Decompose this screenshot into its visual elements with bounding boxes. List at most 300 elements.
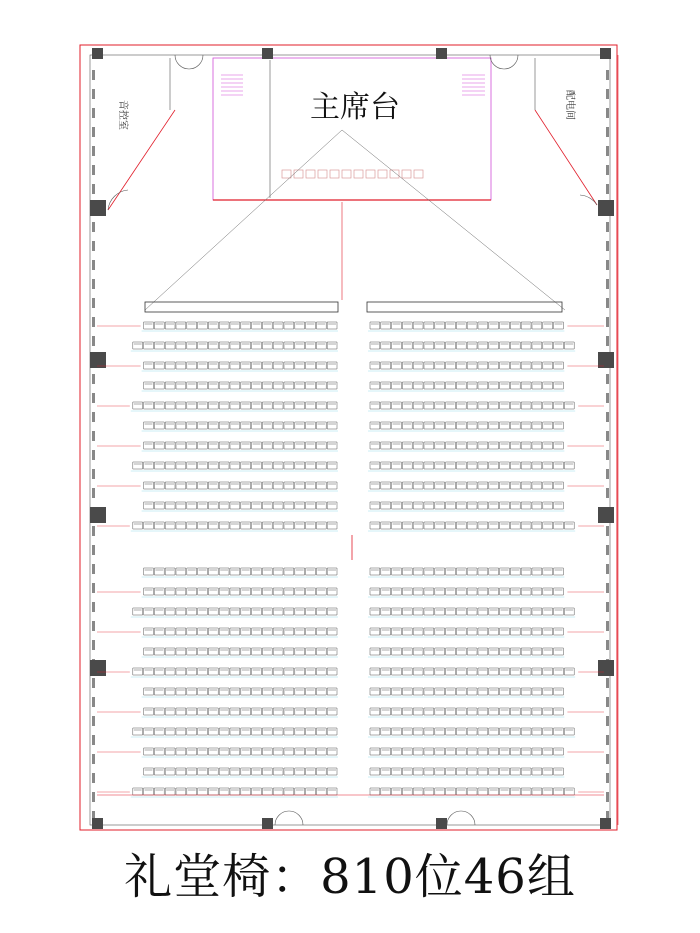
auditorium-chair	[165, 362, 175, 369]
window-tick-right	[606, 108, 609, 118]
auditorium-chair	[316, 668, 326, 675]
auditorium-chair	[154, 748, 164, 755]
auditorium-chair	[456, 502, 466, 509]
auditorium-chair	[327, 462, 337, 469]
auditorium-chair	[381, 728, 391, 735]
auditorium-chair	[402, 502, 412, 509]
auditorium-chair	[413, 462, 423, 469]
auditorium-chair	[413, 728, 423, 735]
auditorium-chair	[273, 628, 283, 635]
auditorium-chair	[144, 768, 154, 775]
auditorium-chair	[198, 668, 208, 675]
auditorium-chair	[392, 522, 402, 529]
auditorium-chair	[467, 442, 477, 449]
auditorium-chair	[252, 382, 262, 389]
auditorium-chair	[521, 382, 531, 389]
auditorium-chair	[532, 482, 542, 489]
auditorium-chair	[467, 462, 477, 469]
window-tick-right	[606, 488, 609, 498]
front-barrier-right	[367, 302, 562, 312]
auditorium-chair	[521, 342, 531, 349]
auditorium-chair	[198, 342, 208, 349]
auditorium-chair	[510, 608, 520, 615]
auditorium-chair	[219, 788, 229, 795]
auditorium-chair	[165, 608, 175, 615]
auditorium-chair	[510, 422, 520, 429]
auditorium-chair	[446, 422, 456, 429]
auditorium-chair	[532, 322, 542, 329]
auditorium-chair	[435, 768, 445, 775]
auditorium-chair	[424, 342, 434, 349]
auditorium-chair	[219, 462, 229, 469]
auditorium-chair	[510, 462, 520, 469]
auditorium-chair	[208, 748, 218, 755]
window-tick-right	[606, 165, 609, 175]
auditorium-chair	[500, 688, 510, 695]
window-tick-left	[92, 146, 95, 156]
auditorium-chair	[284, 482, 294, 489]
auditorium-chair	[187, 788, 197, 795]
structural-column	[436, 48, 447, 59]
auditorium-chair	[402, 382, 412, 389]
auditorium-chair	[165, 402, 175, 409]
right-room-door-swing	[580, 195, 597, 205]
auditorium-chair	[262, 342, 272, 349]
window-tick-right	[606, 526, 609, 536]
auditorium-chair	[392, 462, 402, 469]
window-tick-right	[606, 678, 609, 688]
auditorium-chair	[154, 648, 164, 655]
auditorium-chair	[402, 668, 412, 675]
auditorium-chair	[154, 728, 164, 735]
auditorium-chair	[284, 588, 294, 595]
auditorium-chair	[208, 648, 218, 655]
auditorium-chair	[543, 668, 553, 675]
auditorium-chair	[165, 628, 175, 635]
auditorium-chair	[413, 422, 423, 429]
auditorium-chair	[467, 708, 477, 715]
auditorium-chair	[446, 788, 456, 795]
auditorium-chair	[435, 322, 445, 329]
auditorium-chair	[435, 422, 445, 429]
auditorium-chair	[273, 462, 283, 469]
auditorium-chair	[241, 462, 251, 469]
auditorium-chair	[402, 648, 412, 655]
auditorium-chair	[154, 628, 164, 635]
auditorium-chair	[219, 708, 229, 715]
auditorium-chair	[424, 648, 434, 655]
auditorium-chair	[208, 342, 218, 349]
auditorium-chair	[543, 402, 553, 409]
auditorium-chair	[446, 482, 456, 489]
double-door-swing	[447, 811, 475, 825]
auditorium-chair	[392, 728, 402, 735]
auditorium-chair	[456, 668, 466, 675]
auditorium-chair	[478, 402, 488, 409]
auditorium-chair	[316, 748, 326, 755]
auditorium-chair	[208, 482, 218, 489]
window-tick-right	[606, 70, 609, 80]
auditorium-chair	[165, 442, 175, 449]
auditorium-chair	[154, 362, 164, 369]
auditorium-chair	[208, 362, 218, 369]
auditorium-chair	[478, 522, 488, 529]
window-tick-right	[606, 792, 609, 802]
auditorium-chair	[219, 482, 229, 489]
auditorium-chair	[241, 708, 251, 715]
auditorium-chair	[306, 402, 316, 409]
auditorium-chair	[252, 362, 262, 369]
auditorium-chair	[446, 568, 456, 575]
auditorium-chair	[500, 402, 510, 409]
auditorium-chair	[424, 628, 434, 635]
auditorium-chair	[424, 362, 434, 369]
auditorium-chair	[284, 648, 294, 655]
auditorium-chair	[208, 422, 218, 429]
auditorium-chair	[165, 322, 175, 329]
window-tick-left	[92, 374, 95, 384]
auditorium-chair	[273, 362, 283, 369]
auditorium-chair	[402, 608, 412, 615]
auditorium-chair	[187, 362, 197, 369]
auditorium-chair	[370, 708, 380, 715]
auditorium-chair	[521, 768, 531, 775]
auditorium-chair	[413, 342, 423, 349]
auditorium-chair	[500, 522, 510, 529]
auditorium-chair	[413, 588, 423, 595]
auditorium-chair	[478, 668, 488, 675]
auditorium-chair	[532, 608, 542, 615]
auditorium-chair	[284, 708, 294, 715]
auditorium-chair	[510, 708, 520, 715]
auditorium-chair	[295, 422, 305, 429]
auditorium-chair	[252, 402, 262, 409]
auditorium-chair	[510, 502, 520, 509]
auditorium-chair	[500, 668, 510, 675]
auditorium-chair	[435, 342, 445, 349]
auditorium-chair	[392, 608, 402, 615]
window-tick-right	[606, 583, 609, 593]
auditorium-chair	[327, 382, 337, 389]
auditorium-chair	[381, 522, 391, 529]
auditorium-chair	[381, 788, 391, 795]
auditorium-chair	[413, 668, 423, 675]
auditorium-chair	[306, 522, 316, 529]
auditorium-chair	[176, 442, 186, 449]
auditorium-chair	[424, 688, 434, 695]
auditorium-chair	[154, 402, 164, 409]
auditorium-chair	[500, 342, 510, 349]
auditorium-chair	[478, 608, 488, 615]
window-tick-left	[92, 222, 95, 232]
auditorium-chair	[370, 668, 380, 675]
auditorium-chair	[252, 748, 262, 755]
seating-summary-caption: 礼堂椅：810位46组	[124, 849, 576, 905]
auditorium-chair	[413, 362, 423, 369]
auditorium-chair	[295, 382, 305, 389]
auditorium-chair	[424, 748, 434, 755]
auditorium-chair	[489, 588, 499, 595]
auditorium-chair	[144, 648, 154, 655]
auditorium-chair	[230, 788, 240, 795]
auditorium-chair	[219, 342, 229, 349]
auditorium-chair	[262, 568, 272, 575]
auditorium-chair	[489, 608, 499, 615]
window-tick-left	[92, 621, 95, 631]
auditorium-chair	[456, 422, 466, 429]
auditorium-chair	[489, 462, 499, 469]
auditorium-chair	[521, 688, 531, 695]
auditorium-chair	[424, 608, 434, 615]
auditorium-chair	[446, 648, 456, 655]
auditorium-chair	[500, 442, 510, 449]
auditorium-chair	[133, 342, 143, 349]
auditorium-chair	[446, 728, 456, 735]
auditorium-chair	[327, 482, 337, 489]
auditorium-chair	[413, 402, 423, 409]
auditorium-chair	[456, 342, 466, 349]
auditorium-chair	[564, 402, 574, 409]
auditorium-chair	[543, 322, 553, 329]
auditorium-chair	[306, 628, 316, 635]
auditorium-chair	[521, 522, 531, 529]
outer-dimension-frame	[80, 45, 617, 830]
auditorium-chair	[306, 462, 316, 469]
auditorium-chair	[435, 402, 445, 409]
auditorium-chair	[219, 648, 229, 655]
auditorium-chair	[144, 502, 154, 509]
auditorium-chair	[187, 522, 197, 529]
auditorium-chair	[413, 382, 423, 389]
window-tick-left	[92, 602, 95, 612]
auditorium-chair	[510, 688, 520, 695]
auditorium-chair	[273, 708, 283, 715]
auditorium-chair	[500, 382, 510, 389]
auditorium-chair	[327, 688, 337, 695]
auditorium-chair	[165, 748, 175, 755]
auditorium-chair	[295, 502, 305, 509]
auditorium-chair	[489, 502, 499, 509]
auditorium-chair	[370, 442, 380, 449]
window-tick-left	[92, 336, 95, 346]
auditorium-chair	[413, 568, 423, 575]
window-tick-right	[606, 412, 609, 422]
auditorium-chair	[543, 588, 553, 595]
auditorium-chair	[456, 748, 466, 755]
auditorium-chair	[187, 668, 197, 675]
auditorium-chair	[198, 628, 208, 635]
auditorium-chair	[252, 462, 262, 469]
auditorium-chair	[241, 728, 251, 735]
auditorium-chair	[467, 482, 477, 489]
auditorium-chair	[262, 502, 272, 509]
auditorium-chair	[456, 482, 466, 489]
auditorium-chair	[295, 628, 305, 635]
auditorium-chair	[198, 768, 208, 775]
auditorium-chair	[306, 748, 316, 755]
auditorium-chair	[176, 322, 186, 329]
auditorium-chair	[284, 502, 294, 509]
auditorium-chair	[273, 588, 283, 595]
auditorium-chair	[370, 608, 380, 615]
auditorium-chair	[521, 788, 531, 795]
auditorium-chair	[165, 788, 175, 795]
auditorium-chair	[543, 708, 553, 715]
stage-title: 主席台	[310, 90, 400, 125]
auditorium-chair	[208, 322, 218, 329]
window-tick-left	[92, 754, 95, 764]
auditorium-chair	[435, 788, 445, 795]
auditorium-chair	[489, 668, 499, 675]
auditorium-chair	[532, 442, 542, 449]
auditorium-chair	[532, 628, 542, 635]
auditorium-chair	[144, 362, 154, 369]
window-tick-left	[92, 640, 95, 650]
auditorium-chair	[510, 748, 520, 755]
auditorium-chair	[500, 322, 510, 329]
auditorium-chair	[543, 628, 553, 635]
auditorium-chair	[273, 322, 283, 329]
auditorium-chair	[144, 748, 154, 755]
auditorium-chair	[284, 628, 294, 635]
auditorium-chair	[241, 748, 251, 755]
auditorium-chair	[154, 462, 164, 469]
auditorium-chair	[230, 522, 240, 529]
stage-chair	[294, 170, 303, 178]
auditorium-chair	[554, 628, 564, 635]
auditorium-chair	[402, 728, 412, 735]
auditorium-chair	[316, 688, 326, 695]
auditorium-chair	[295, 462, 305, 469]
auditorium-chair	[306, 322, 316, 329]
auditorium-chair	[564, 728, 574, 735]
window-tick-right	[606, 336, 609, 346]
auditorium-chair	[489, 748, 499, 755]
auditorium-chair	[500, 482, 510, 489]
auditorium-chair	[241, 688, 251, 695]
auditorium-chair	[133, 728, 143, 735]
window-tick-left	[92, 488, 95, 498]
auditorium-chair	[262, 748, 272, 755]
auditorium-chair	[435, 482, 445, 489]
auditorium-chair	[392, 688, 402, 695]
auditorium-chair	[543, 342, 553, 349]
auditorium-chair	[510, 588, 520, 595]
auditorium-chair	[187, 422, 197, 429]
auditorium-chair	[413, 522, 423, 529]
auditorium-chair	[295, 668, 305, 675]
window-tick-right	[606, 469, 609, 479]
auditorium-chair	[230, 342, 240, 349]
auditorium-chair	[510, 342, 520, 349]
auditorium-chair	[219, 688, 229, 695]
auditorium-chair	[467, 322, 477, 329]
auditorium-chair	[478, 688, 488, 695]
auditorium-chair	[478, 648, 488, 655]
auditorium-chair	[489, 482, 499, 489]
structural-column	[598, 660, 614, 676]
auditorium-chair	[381, 708, 391, 715]
auditorium-chair	[144, 608, 154, 615]
auditorium-chair	[381, 668, 391, 675]
auditorium-chair	[208, 382, 218, 389]
auditorium-chair	[273, 648, 283, 655]
auditorium-chair	[554, 588, 564, 595]
room-label-right: 配电间	[564, 90, 575, 120]
auditorium-chair	[370, 402, 380, 409]
auditorium-chair	[284, 748, 294, 755]
double-door-swing	[175, 55, 203, 69]
auditorium-chair	[284, 462, 294, 469]
structural-column	[598, 352, 614, 368]
auditorium-chair	[370, 748, 380, 755]
auditorium-chair	[446, 768, 456, 775]
auditorium-chair	[446, 688, 456, 695]
auditorium-chair	[273, 728, 283, 735]
auditorium-chair	[521, 502, 531, 509]
auditorium-chair	[456, 322, 466, 329]
auditorium-chair	[262, 402, 272, 409]
auditorium-chair	[327, 322, 337, 329]
auditorium-chair	[532, 382, 542, 389]
auditorium-chair	[435, 522, 445, 529]
auditorium-chair	[500, 568, 510, 575]
auditorium-chair	[219, 608, 229, 615]
auditorium-chair	[370, 688, 380, 695]
auditorium-chair	[435, 568, 445, 575]
auditorium-chair	[154, 342, 164, 349]
auditorium-chair	[187, 442, 197, 449]
auditorium-chair	[532, 668, 542, 675]
auditorium-chair	[402, 688, 412, 695]
auditorium-chair	[230, 362, 240, 369]
auditorium-chair	[241, 422, 251, 429]
auditorium-chair	[467, 628, 477, 635]
auditorium-chair	[176, 342, 186, 349]
auditorium-chair	[467, 788, 477, 795]
side-rooms	[108, 58, 597, 210]
auditorium-chair	[554, 502, 564, 509]
auditorium-chair	[413, 502, 423, 509]
auditorium-chair	[284, 402, 294, 409]
auditorium-chair	[478, 502, 488, 509]
window-tick-right	[606, 735, 609, 745]
window-tick-left	[92, 716, 95, 726]
auditorium-chair	[489, 442, 499, 449]
columns	[90, 48, 614, 829]
auditorium-chair	[467, 748, 477, 755]
auditorium-chair	[154, 568, 164, 575]
auditorium-chair	[510, 402, 520, 409]
auditorium-chair	[467, 422, 477, 429]
auditorium-chair	[554, 382, 564, 389]
auditorium-chair	[165, 668, 175, 675]
auditorium-chair	[532, 342, 542, 349]
auditorium-chair	[154, 422, 164, 429]
auditorium-chair	[554, 462, 564, 469]
auditorium-chair	[500, 462, 510, 469]
auditorium-chair	[435, 628, 445, 635]
auditorium-chair	[467, 668, 477, 675]
stage-platform	[213, 58, 491, 200]
stage-chair	[330, 170, 339, 178]
auditorium-chair	[241, 322, 251, 329]
auditorium-chair	[198, 442, 208, 449]
auditorium-chair	[252, 568, 262, 575]
auditorium-chair	[467, 648, 477, 655]
window-tick-left	[92, 260, 95, 270]
auditorium-chair	[381, 648, 391, 655]
